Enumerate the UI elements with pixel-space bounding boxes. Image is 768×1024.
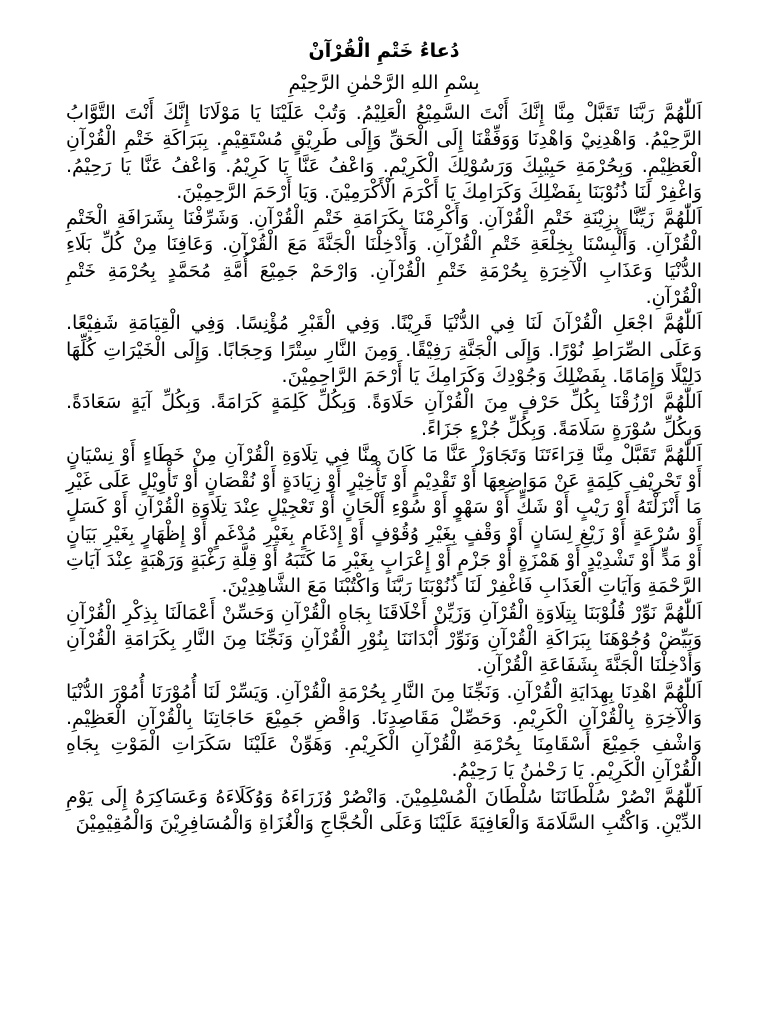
page-title: دُعاءُ خَتْمِ الْقُرْآنْ [308,40,460,62]
prayer-paragraph: اَللّٰهُمَّ ارْزُقْنَا بِكُلِّ حَرْفٍ مِنَ الْقُرْآنِ حَلَاوَةً. وَبِكُلِّ كَلِمَةٍ كَرَامَةً. وَبِكُلِّ آيَةٍ سَعَادَةً. وَبِكُلِّ سُوْرَةٍ سَلَامَةً. وَبِكُلِّ جُزْءٍ جَزَاءً. [66,391,702,440]
prayer-paragraph: اَللّٰهُمَّ انْصُرْ سُلْطَانَنَا سُلْطَانَ الْمُسْلِمِيْنَ. وَانْصُرْ وُزَرَاءَهُ وَوُكَلَاءَهُ وَعَسَاكِرَهُ إِلَى يَوْمِ الدِّيْنِ. وَاكْتُبِ السَّلَامَةَ وَالْعَافِيَةَ عَلَيْنَا وَعَلَى الْحُجَّاجِ وَالْغُزَاةِ وَالْمُسَافِرِيْنَ وَالْمُقِيْمِيْنَ [66,785,702,835]
prayer-paragraph: اَللّٰهُمَّ اهْدِنَا بِهِدَايَةِ الْقُرْآنِ. وَنَجِّنَا مِنَ النَّارِ بِحُرْمَةِ الْقُرْآنِ. وَيَسِّرْ لَنَا أُمُوْرَنَا أُمُوْرَ الدُّنْيَا وَالْآخِرَةِ بِالْقُرْآنِ الْكَرِيْمِ. وَحَصِّلْ مَقَاصِدِنَا. وَاقْضِ جَمِيْعَ حَاجَاتِنَا بِالْقُرْآنِ الْعَظِيْمِ. وَاشْفِ جَمِيْعَ أَسْقَامِنَا بِحُرْمَةِ الْقُرْآنِ الْكَرِيْمِ. وَهَوِّنْ عَلَيْنَا سَكَرَاتِ الْمَوْتِ بِجَاهِ الْقُرْآنِ الْكَرِيْمِ. يَا رَحْمٰنُ يَا رَحِيْمُ. [66,680,702,782]
basmala-line: بِسْمِ اللهِ الرَّحْمٰنِ الرَّحِيْمِ [288,72,480,94]
prayer-paragraph: اَللّٰهُمَّ اجْعَلِ الْقُرْآنَ لَنَا فِي الدُّنْيَا قَرِيْنًا. وَفِي الْقَبْرِ مُؤْنِسًا. وَفِي الْقِيَامَةِ شَفِيْعًا. وَعَلَى الصِّرَاطِ نُوْرًا. وَإِلَى الْجَنَّةِ رَفِيْقًا. وَمِنَ النَّارِ سِتْرًا وَحِجَابًا. وَإِلَى الْخَيْرَاتِ كُلِّهَا دَلِيْلًا وَإِمَامًا. بِفَضْلِكَ وَجُوْدِكَ وَكَرَامِكَ يَا أَرْحَمَ الرَّاحِمِيْنَ. [66,312,702,387]
prayer-body [66,100,702,836]
prayer-paragraph: اَللّٰهُمَّ تَقَبَّلْ مِنَّا قِرَاءَتَنَا وَتَجَاوَزْ عَنَّا مَا كَانَ مِنَّا فِي تِلَاوَةِ الْقُرْآنِ مِنْ خَطَاءٍ أَوْ نِسْيَانٍ أَوْ تَحْرِيْفِ كَلِمَةٍ عَنْ مَوَاضِعِهَا أَوْ تَقْدِيْمٍ أَوْ تَأْخِيْرٍ أَوْ زِيَادَةٍ أَوْ نُقْصَانٍ أَوْ تَأْوِيْلٍ عَلَى غَيْرِ مَا أَنْزَلْتَهُ أَوْ رَيْبٍ أَوْ شَكٍّ أَوْ سَهْوٍ أَوْ سُوْءِ أَلْحَانٍ أَوْ تَعْجِيْلٍ عِنْدَ تِلَاوَةِ الْقُرْآنِ أَوْ كَسَلٍ أَوْ سُرْعَةٍ أَوْ زَيْغِ لِسَانٍ أَوْ وَقْفٍ بِغَيْرِ وُقُوْفٍ أَوْ إِدْغَامٍ بِغَيْرِ مُدْغَمٍ أَوْ إِظْهَارٍ بِغَيْرِ بَيَانٍ أَوْ مَدٍّ أَوْ تَشْدِيْدٍ أَوْ هَمْزَةٍ أَوْ جَزْمٍ أَوْ إِعْرَابٍ بِغَيْرِ مَا كَتَبَهُ أَوْ قِلَّةِ رَغْبَةٍ وَرَهْبَةٍ عِنْدَ آيَاتِ الرَّحْمَةِ وَآيَاتِ الْعَذَابِ فَاغْفِرْ لَنَا ذُنُوْبَنَا رَبَّنَا وَاكْتُبْنَا مَعَ الشَّاهِدِيْنَ. [66,443,702,598]
prayer-paragraph: اَللّٰهُمَّ زَيِّنَّا بِزِيْنَةِ خَتْمِ الْقُرْآنِ. وَأَكْرِمْنَا بِكَرَامَةِ خَتْمِ الْقُرْآنِ. وَشَرِّفْنَا بِشَرَافَةِ الْخَتْمِ الْقُرْآنِ. وَأَلْبِسْنَا بِخِلْعَةِ خَتْمِ الْقُرْآنِ. وَأَدْخِلْنَا الْجَنَّةَ مَعَ الْقُرْآنِ. وَعَافِنَا مِنْ كُلِّ بَلَاءِ الدُّنْيَا وَعَذَابِ الْآخِرَةِ بِحُرْمَةِ خَتْمِ الْقُرْآنِ. وَارْحَمْ جَمِيْعَ أُمَّةِ مُحَمَّدٍ بِحُرْمَةِ خَتْمِ الْقُرْآنِ. [66,207,702,309]
prayer-paragraph: اَللّٰهُمَّ رَبَّنَا تَقَبَّلْ مِنَّا إِنَّكَ أَنْتَ السَّمِيْعُ الْعَلِيْمُ. وَتُبْ عَلَيْنَا يَا مَوْلَانَا إِنَّكَ أَنْتَ التَّوَّابُ الرَّحِيْمُ. وَاهْدِنِيْ وَاهْدِنَا وَوَفِّقْنَا إِلَى الْحَقِّ وَإِلَى طَرِيْقٍ مُسْتَقِيْمٍ. بِبَرَاكَةِ خَتْمِ الْقُرْآنِ الْعَظِيْمِ. وَبِحُرْمَةِ حَبِيْبِكَ وَرَسُوْلِكَ الْكَرِيْمِ. وَاعْفُ عَنَّا يَا كَرِيْمُ. وَاعْفُ عَنَّا يَا رَحِيْمُ. وَاغْفِرْ لَنَا ذُنُوْبَنَا بِفَضْلِكَ وَكَرَامِكَ يَا أَكْرَمَ الْأَكْرَمِيْنَ. وَيَا أَرْحَمَ الرَّحِمِيْنَ. [66,102,702,203]
prayer-paragraph: اَللّٰهُمَّ نَوِّرْ قُلُوْبَنَا بِتِلَاوَةِ الْقُرْآنِ وَزَيِّنْ أَخْلَاقَنَا بِجَاهِ الْقُرْآنِ وَحَسِّنْ أَعْمَالَنَا بِذِكْرِ الْقُرْآنِ وَبَيِّضْ وُجُوْهَنَا بِبَرَاكَةِ الْقُرْآنِ وَنَوِّرْ أَبْدَانَنَا بِنُوْرِ الْقُرْآنِ وَنَجِّنَا مِنَ النَّارِ بِكَرَامَةِ الْقُرْآنِ وَأَدْخِلْنَا الْجَنَّةَ بِشَفَاعَةِ الْقُرْآنِ. [66,601,702,677]
